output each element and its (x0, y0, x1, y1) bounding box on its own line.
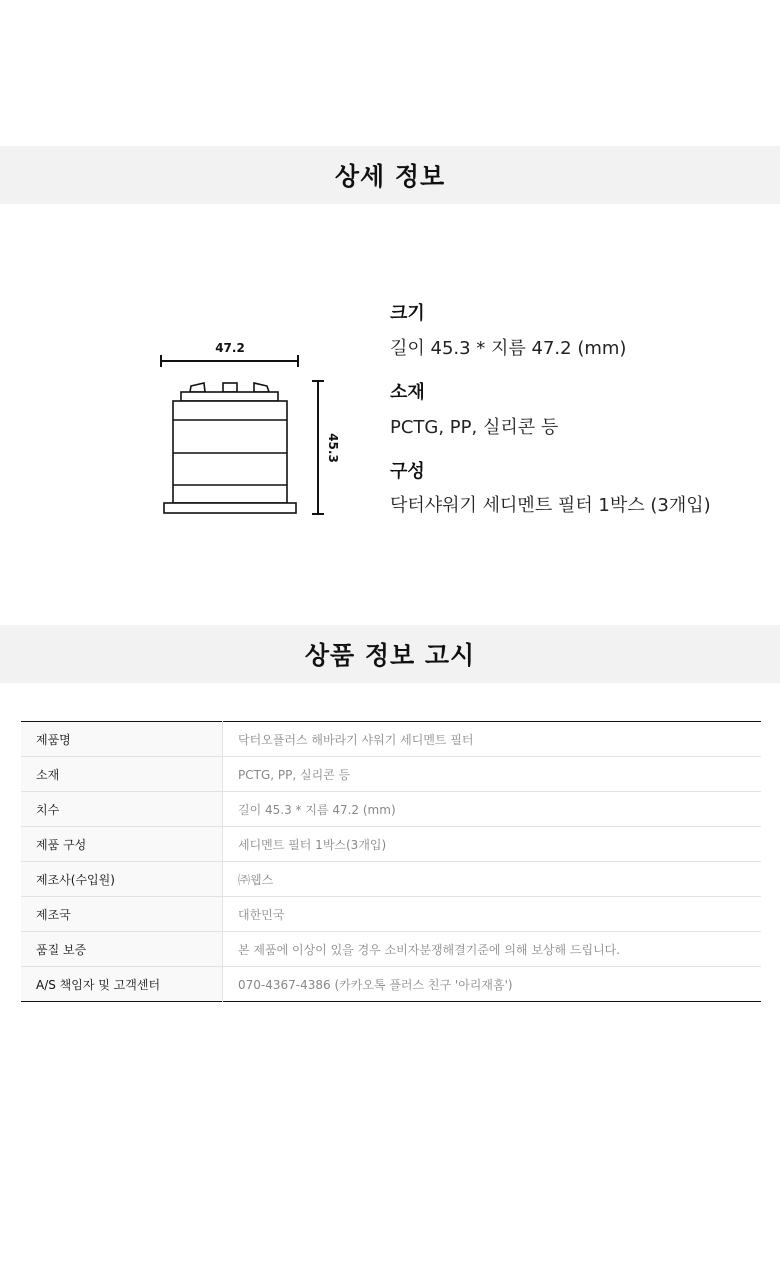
table-row (21, 967, 761, 1002)
table-row (21, 827, 761, 862)
filter-illustration (164, 383, 296, 513)
spec-size (390, 299, 425, 325)
table-value: 세디멘트 필터 1박스(3개입) (223, 827, 762, 862)
table-row (21, 897, 761, 932)
width-dimension-label: 47.2 (215, 341, 245, 355)
table-value: 길이 45.3 * 지름 47.2 (mm) (223, 792, 762, 827)
table-key: A/S 책임자 및 고객센터 (21, 967, 223, 1002)
spec-size-value-row (390, 334, 626, 360)
detail-section-header (0, 146, 780, 204)
filter-top-tab-center (223, 383, 237, 392)
notice-section-header (0, 625, 780, 683)
table-key: 소재 (21, 757, 223, 792)
filter-cap (181, 392, 278, 401)
filter-dimension-diagram (150, 330, 350, 520)
table-key: 품질 보증 (21, 932, 223, 967)
spec-composition-value-row (390, 491, 711, 517)
spec-size-label: 크기 (390, 303, 425, 324)
spec-size-value: 길이 45.3 * 지름 47.2 (mm) (390, 338, 627, 359)
notice-section-title: 상품 정보 고시 (304, 641, 476, 670)
table-value: 본 제품에 이상이 있을 경우 소비자분쟁해결기준에 의해 보상해 드립니다. (223, 932, 762, 967)
table-row (21, 757, 761, 792)
table-key: 제조사(수입원) (21, 862, 223, 897)
table-key: 제품 구성 (21, 827, 223, 862)
table-value: 대한민국 (223, 897, 762, 932)
table-row (21, 932, 761, 967)
table-key: 제조국 (21, 897, 223, 932)
detail-section-title: 상세 정보 (334, 162, 446, 191)
table-row (21, 862, 761, 897)
table-row (21, 722, 761, 757)
spec-material (390, 378, 425, 404)
table-value: 닥터오플러스 해바라기 샤워기 세디멘트 필터 (223, 722, 762, 757)
spec-composition-value: 닥터샤워기 세디멘트 필터 1박스 (3개입) (390, 495, 711, 516)
spec-material-label: 소재 (390, 382, 425, 403)
table-value: PCTG, PP, 실리콘 등 (223, 757, 762, 792)
table-key: 치수 (21, 792, 223, 827)
table-value: ㈜웹스 (223, 862, 762, 897)
table-row (21, 792, 761, 827)
spec-composition-label: 구성 (390, 461, 425, 482)
filter-base (164, 503, 296, 513)
spec-composition (390, 457, 425, 483)
height-dimension-label: 45.3 (326, 433, 340, 463)
table-value: 070-4367-4386 (카카오톡 플러스 친구 '아리재홈') (238, 977, 513, 992)
filter-body (173, 401, 287, 503)
table-key: 제품명 (21, 722, 223, 757)
spec-material-value-row (390, 413, 558, 439)
product-notice-table (21, 721, 761, 1002)
filter-top-tab-right (254, 383, 269, 392)
filter-top-tab-left (190, 383, 205, 392)
spec-material-value: PCTG, PP, 실리콘 등 (390, 417, 559, 438)
